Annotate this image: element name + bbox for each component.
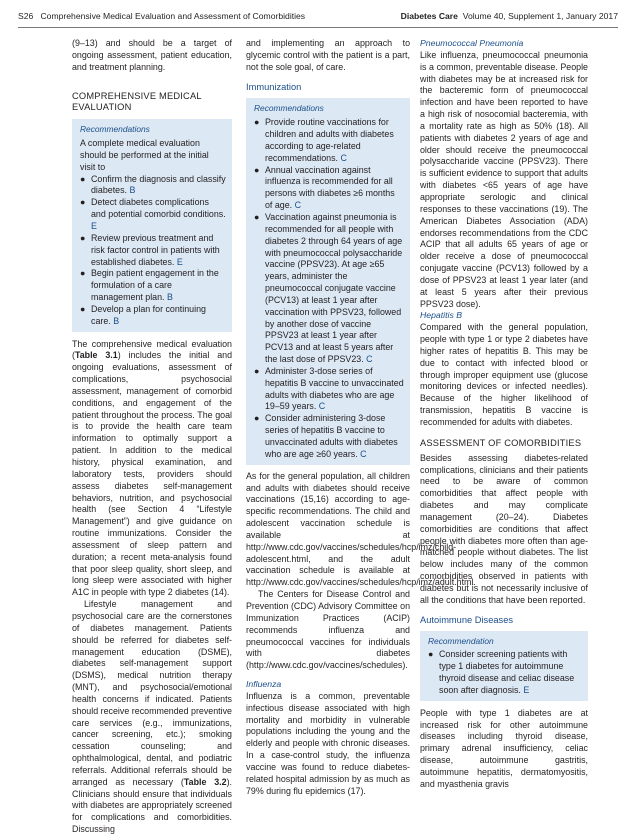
evidence-grade: E xyxy=(176,256,183,267)
recommendations-intro: A complete medical evaluation should be performed at the initial visit to xyxy=(80,138,209,172)
subsection-title-hepatitis-b: Hepatitis B xyxy=(420,310,463,321)
subsection-title-pneumococcal: Pneumococcal Pneumonia xyxy=(420,38,524,48)
recommendation-text: Develop a plan for continuing care. xyxy=(91,303,206,326)
section-title-assessment-comorbidities: ASSESSMENT OF COMORBIDITIES xyxy=(420,437,582,448)
recommendation-text: Review previous treatment and risk factor control in patients with established diabetes. xyxy=(91,232,220,267)
recommendation-item xyxy=(80,268,226,304)
recommendations-title: Recommendations xyxy=(80,124,150,135)
bullet-icon: ● xyxy=(254,164,260,175)
recommendations-box-evaluation xyxy=(72,119,232,331)
bullet-icon: ● xyxy=(80,197,86,208)
recommendation-item xyxy=(254,413,404,460)
recommendation-text: Consider screening patients with type 1 diabetes for autoimmune thyroid disease and celiac disease soon after diagnosis. xyxy=(439,649,575,695)
header-right xyxy=(401,8,618,24)
recommendation-item xyxy=(428,649,582,696)
recommendation-item xyxy=(254,366,404,413)
bullet-icon: ● xyxy=(428,649,434,660)
bullet-icon: ● xyxy=(254,365,260,376)
recommendation-item xyxy=(254,165,404,212)
journal-name: Diabetes Care xyxy=(400,11,458,21)
table-3-1-link[interactable]: Table 3.1 xyxy=(74,350,118,361)
influenza-text: Influenza is a common, preventable infectious disease associated with high mortality and morbidity in vulnerable populations including the young and the elderly and people with chronic diseases. In a case-control study, the influenza vaccine was found to reduce diabetes-related hospital admission by as much as 79% during flu epidemics (17). xyxy=(246,690,410,796)
page-number: S26 xyxy=(18,11,34,21)
col1-para1: The comprehensive medical evaluation (Table 3.1) includes the initial and ongoing evaluations, assessment of complications, psychosocial assessment, management of comorbid conditions, and engagement of the patient throughout the process. The goal is to provide the health care team information to optimally support a patient. In addition to the medical history, physical examination, and laboratory tests, providers should assess diabetes self-management behaviors, nutrition, and psychosocial health (see Section 4 “Lifestyle Management”) and give guidance on routine immunizations. Consider the assessment of sleep pattern and duration; a recent meta-analysis found that poor sleep quality, short sleep, and long sleep were associated with higher A1C in people with type 2 diabetes (14). xyxy=(72,338,232,598)
volume-info: Volume 40, Supplement 1, January 2017 xyxy=(462,11,618,21)
bullet-icon: ● xyxy=(254,413,260,424)
recommendation-item xyxy=(80,174,226,198)
evidence-grade: C xyxy=(318,401,326,412)
evidence-grade: C xyxy=(340,152,347,163)
bullet-icon: ● xyxy=(80,303,86,314)
col2-intro: and implementing an approach to glycemic control with the patient is a part, not the sole goal, of care. xyxy=(246,38,410,72)
evidence-grade: C xyxy=(294,200,302,211)
col2-para2: The Centers for Disease Control and Prevention (CDC) Advisory Committee on Immunization Practices (ACIP) recommends influenza and pneumococcal vaccines for individuals with diabetes (http://www.cdc.gov/vaccines/schedules). xyxy=(246,589,410,671)
recommendation-item xyxy=(254,117,404,164)
recommendation-item xyxy=(254,212,404,366)
recommendation-text: Consider administering 3-dose series of hepatitis B vaccine to unvaccinated adults with diabetes who are age ≥60 years. xyxy=(265,413,398,459)
recommendation-text: Begin patient engagement in the formulation of a care management plan. xyxy=(91,268,219,303)
bullet-icon: ● xyxy=(80,173,86,184)
recommendations-list xyxy=(80,174,226,328)
bullet-icon: ● xyxy=(80,232,86,243)
subsection-title-autoimmune: Autoimmune Diseases xyxy=(420,614,514,625)
header-divider xyxy=(18,27,618,28)
recommendation-text: Annual vaccination against influenza is recommended for all persons with diabetes ≥6 months of age. xyxy=(265,164,395,211)
assessment-text: Besides assessing diabetes-related complications, clinicians and their patients need to be aware of common comorbidities that affect people with diabetes and may complicate management (20–24). Diabetes comorbidities are conditions that affect people with diabetes more often than age-matched people without diabetes. The list below includes many of the common comorbidities observed in patients with diabetes but is not necessarily inclusive of all the conditions that have been reported. xyxy=(420,452,588,605)
recommendation-text: Detect diabetes complications and potential comorbid conditions. xyxy=(91,197,226,220)
evidence-grade: B xyxy=(113,315,120,326)
running-title: Comprehensive Medical Evaluation and Assessment of Comorbidities xyxy=(40,11,306,21)
pneumococcal-text: Like influenza, pneumococcal pneumonia is a common, preventable disease. People with diabetes may be at increased risk for the bacteremic form of pneumococcal infection and have been reported to have a high risk of nosocomial bacteremia, with a mortality rate as high as 50% (18). All patients with diabetes 2 years of age and older should receive the pneumococcal polysaccharide vaccine (PPSV23). There is sufficient evidence to support that adults with diabetes <65 years of age have appropriate serologic and clinical responses to these vaccinations (19). The American Diabetes Association (ADA) endorses recommendations from the CDC ACIP that all adults 65 years of age or older receive a dose of pneumococcal conjugate vaccine (PCV13) followed by a dose of PPSV23 at least 1 year later (and at least 5 years after their previous PPSV23 dose). xyxy=(420,49,588,309)
autoimmune-text: People with type 1 diabetes are at increased risk for other autoimmune diseases including thyroid disease, primary adrenal insufficiency, celiac disease, autoimmune gastritis, autoimmune hepatitis, dermatomyositis, and myasthenia gravis xyxy=(420,707,588,789)
recommendations-box-immunization xyxy=(246,98,410,464)
recommendation-box-autoimmune xyxy=(420,631,588,701)
section-title-comprehensive-evaluation: COMPREHENSIVE MEDICAL EVALUATION xyxy=(72,90,202,113)
recommendation-text: Provide routine vaccinations for children and adults with diabetes according to age-related recommendations. xyxy=(265,117,394,163)
recommendations-title: Recommendations xyxy=(254,103,324,114)
recommendation-text: Confirm the diagnosis and classify diabetes. xyxy=(91,173,226,196)
page-header xyxy=(18,8,618,24)
evidence-grade: C xyxy=(366,354,373,365)
subsection-title-influenza: Influenza xyxy=(246,679,282,690)
col1-intro: (9–13) and should be a target of ongoing assessment, patient education, and treatment planning. xyxy=(72,38,232,72)
bullet-icon: ● xyxy=(80,268,86,279)
column-1 xyxy=(72,38,232,836)
recommendation-item xyxy=(80,233,226,269)
col2-para1: As for the general population, all children and adults with diabetes should receive vaccinations (15,16) according to age-specific recommendations. The child and adolescent vaccination schedule is available at http://www.cdc.gov/vaccines/schedules/hcp/imz/child-adolescent.html, and the adult vaccination schedule is available at http://www.cdc.gov/vaccines/schedules/hcp/imz/adult.html. xyxy=(246,470,476,588)
hepatitis-b-text: Compared with the general population, people with type 1 or type 2 diabetes have higher rates of hepatitis B. This may be due to contact with infected blood or through improper equipment use (glucose monitoring devices or infected needles). Because of the higher likelihood of transmission, hepatitis B vaccine is recommended for adults with diabetes. xyxy=(420,322,588,427)
evidence-grade: C xyxy=(360,448,367,459)
recommendation-item xyxy=(80,197,226,233)
recommendation-text: Vaccination against pneumonia is recommended for all people with diabetes 2 through 64 years of age with pneumococcal polysaccharide vaccine (PPSV23). At age ≥65 years, administer the pneumococcal conjugate vaccine (PCV13) at least 1 year after vaccination with PPSV23, followed by another dose of vaccine PPSV23 at least 1 year after PCV13 and at least 5 years after the last dose of PPSV23. xyxy=(265,211,403,365)
evidence-grade: B xyxy=(166,292,173,303)
column-3 xyxy=(420,38,588,791)
evidence-grade: E xyxy=(523,684,530,695)
col1-para2: Lifestyle management and psychosocial care are the cornerstones of diabetes management. Patients should be referred for diabetes self-management education (DSME), diabetes self-management support (DSMS), medical nutrition therapy (MNT), and psychosocial/emotional health concerns if indicated. Patients should receive recommended preventive care services (e.g., immunizations, cancer screening, etc.); smoking cessation counseling; and ophthalmological, dental, and podiatric referrals. Additional referrals should be arranged as necessary (Table 3.2). Clinicians should ensure that individuals with diabetes are appropriately screened for complications and comorbidities. Discussing xyxy=(72,599,233,835)
table-3-2-link[interactable]: Table 3.2 xyxy=(183,776,227,787)
header-left xyxy=(18,8,305,24)
evidence-grade: E xyxy=(91,220,97,231)
recommendation-item xyxy=(80,304,226,328)
recommendations-list xyxy=(254,117,404,460)
recommendation-text: Administer 3-dose series of hepatitis B vaccine to unvaccinated adults with diabetes who are age 19–59 years. xyxy=(265,365,404,412)
evidence-grade: B xyxy=(129,185,136,196)
bullet-icon: ● xyxy=(254,211,260,222)
recommendations-list xyxy=(428,649,582,696)
bullet-icon: ● xyxy=(254,117,260,128)
recommendation-title: Recommendation xyxy=(428,635,494,646)
section-title-immunization: Immunization xyxy=(246,81,302,92)
